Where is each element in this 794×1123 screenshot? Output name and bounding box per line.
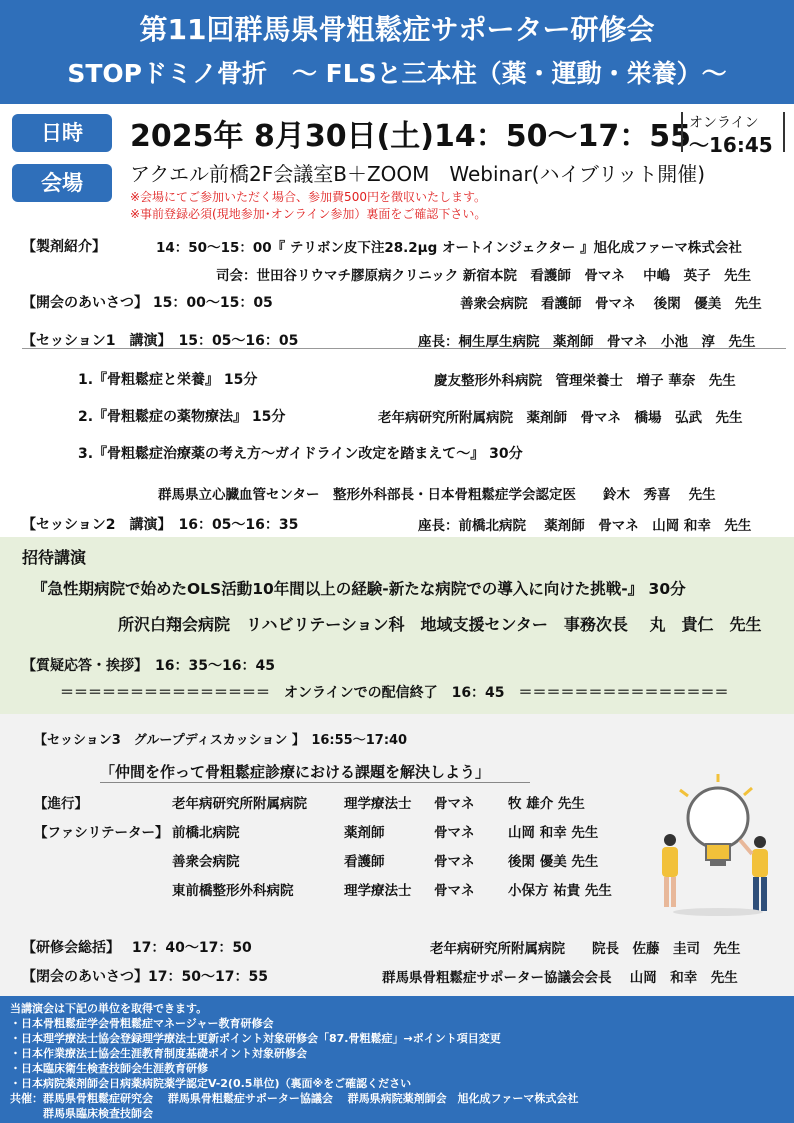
footer-line: 当講演会は下記の単位を取得できます。 xyxy=(10,1002,208,1015)
session3-job-cell: 理学療法士 xyxy=(344,883,412,899)
online-note-line1: オンライン xyxy=(689,115,759,131)
ground-shadow xyxy=(673,908,763,916)
session3-role-cell: 【ファシリテーター】 xyxy=(34,825,169,841)
invited-lecture-speaker: 所沢白翔会病院 リハビリテーション科 地域支援センター 事務次長 丸 貴仁 先生 xyxy=(118,615,762,634)
session3-org-cell: 老年病研究所附属病院 xyxy=(172,796,307,812)
qa-label: 【質疑応答・挨拶】 16：35～16：45 xyxy=(22,658,275,674)
product-intro-text: 14：50～15：00『 テリボン皮下注28.2μg オートインジェクター 』旭化成ファーマ株式会社 xyxy=(156,240,742,256)
footer-line: ・日本病院薬剤師会日病薬病院薬学認定V-2(0.5単位)（裏面※をご確認ください xyxy=(10,1077,412,1090)
session3-job-cell: 看護師 xyxy=(344,854,385,870)
session3-org-cell: 前橋北病院 xyxy=(172,825,240,841)
person-left-icon xyxy=(662,834,678,907)
header-banner xyxy=(0,0,794,104)
date-value: 2025年 8月30日(土)14：50～17：55 xyxy=(130,119,691,154)
footer-credits xyxy=(0,996,794,1123)
summary-speaker: 老年病研究所附属病院 院長 佐藤 圭司 先生 xyxy=(430,941,741,957)
session1-divider xyxy=(22,348,786,349)
session1-chair: 座長：桐生厚生病院 薬剤師 骨マネ 小池 淳 先生 xyxy=(418,334,756,350)
footer-line: ・日本骨粗鬆症学会骨粗鬆症マネージャー教育研修会 xyxy=(10,1017,274,1030)
online-note-bracket xyxy=(681,112,785,157)
page-title: 第11回群馬県骨粗鬆症サポーター研修会 xyxy=(139,13,655,46)
session2-label: 【セッション2 講演】 16：05～16：35 xyxy=(22,517,299,533)
person-right-icon xyxy=(740,836,768,911)
session3-name-cell: 後閑 優美 先生 xyxy=(508,854,599,870)
invited-lecture-title: 『急性期病院で始めたOLS活動10年間以上の経験-新たな病院での導入に向けた挑戦-』 30分 xyxy=(32,580,686,598)
online-end-line: ＝＝＝＝＝＝＝＝＝＝＝＝＝＝＝ オンラインでの配信終了 16：45 ＝＝＝＝＝＝＝＝＝＝＝＝＝＝＝ xyxy=(60,685,729,701)
session3-name-cell: 山岡 和幸 先生 xyxy=(508,825,599,841)
closing-label: 【閉会のあいさつ】17：50～17：55 xyxy=(22,969,268,985)
session3-qual-cell: 骨マネ xyxy=(434,825,475,841)
session3-qual-cell: 骨マネ xyxy=(434,883,475,899)
summary-label: 【研修会総括】 17：40～17：50 xyxy=(22,940,252,956)
venue-label-badge: 会場 xyxy=(12,164,112,202)
online-note-line2: ～16:45 xyxy=(689,133,773,157)
session1-label: 【セッション1 講演】 15：05～16：05 xyxy=(22,333,299,349)
page-subtitle: STOPドミノ骨折 ～ FLSと三本柱（薬・運動・栄養）～ xyxy=(67,59,727,88)
mc-text: 司会：世田谷リウマチ膠原病クリニック 新宿本院 看護師 骨マネ 中嶋 英子 先生 xyxy=(216,268,752,284)
session1-item2-title: 2.『骨粗鬆症の薬物療法』 15分 xyxy=(78,409,286,425)
product-intro-label: 【製剤紹介】 xyxy=(22,239,106,255)
footer-line: 共催：群馬県骨粗鬆症研究会 群馬県骨粗鬆症サポーター協議会 群馬県病院薬剤師会 旭化成ファーマ株式会社 xyxy=(10,1092,579,1105)
footer-line: ・日本臨床衛生検査技師会生涯教育研修 xyxy=(10,1062,208,1075)
date-label-badge: 日時 xyxy=(12,114,112,152)
session1-item1-title: 1.『骨粗鬆症と栄養』 15分 xyxy=(78,372,258,388)
session3-qual-cell: 骨マネ xyxy=(434,854,475,870)
session3-role-cell: 【進行】 xyxy=(34,796,88,812)
session3-qual-cell: 骨マネ xyxy=(434,796,475,812)
opening-label: 【開会のあいさつ】 15：00～15：05 xyxy=(22,295,273,311)
session3-org-cell: 東前橋整形外科病院 xyxy=(172,883,294,899)
lightbulb-people-illustration xyxy=(640,770,780,920)
session1-item1-speaker: 慶友整形外科病院 管理栄養士 増子 華奈 先生 xyxy=(434,373,736,389)
opening-speaker: 善衆会病院 看護師 骨マネ 後閑 優美 先生 xyxy=(460,296,762,312)
session3-job-cell: 薬剤師 xyxy=(344,825,385,841)
session3-name-cell: 牧 雄介 先生 xyxy=(508,796,585,812)
footer-line: ・日本理学療法士協会登録理学療法士更新ポイント対象研修会「87.骨粗鬆症」→ポイント項目変更 xyxy=(10,1032,501,1045)
fee-note: ※会場にてご参加いただく場合、参加費500円を徴収いたします。 xyxy=(130,190,487,204)
lightbulb-icon xyxy=(680,774,752,866)
session3-job-cell: 理学療法士 xyxy=(344,796,412,812)
invited-lecture-label: 招待講演 xyxy=(22,548,87,567)
footer-line: ・日本作業療法士協会生涯教育制度基礎ポイント対象研修会 xyxy=(10,1047,307,1060)
session3-org-cell: 善衆会病院 xyxy=(172,854,240,870)
session3-label: 【セッション3 グループディスカッション 】 16:55～17:40 xyxy=(34,733,408,748)
session3-name-cell: 小保方 祐貴 先生 xyxy=(508,883,612,899)
session1-item2-speaker: 老年病研究所附属病院 薬剤師 骨マネ 橋場 弘武 先生 xyxy=(378,410,743,426)
session3-theme: 「仲間を作って骨粗鬆症診療における課題を解決しよう」 xyxy=(100,763,491,781)
session1-item3-speaker: 群馬県立心臓血管センター 整形外科部長・日本骨粗鬆症学会認定医 鈴木 秀喜 先生 xyxy=(158,487,716,503)
venue-value: アクエル前橋2F会議室B＋ZOOM Webinar(ハイブリット開催) xyxy=(130,162,706,186)
registration-note: ※事前登録必須(現地参加･オンライン参加）裏面をご確認下さい。 xyxy=(130,207,487,221)
session3-theme-underline xyxy=(100,782,530,783)
session2-chair: 座長：前橋北病院 薬剤師 骨マネ 山岡 和幸 先生 xyxy=(418,518,752,534)
footer-line: 群馬県臨床検査技師会 xyxy=(10,1107,153,1120)
session1-item3-title: 3.『骨粗鬆症治療薬の考え方～ガイドライン改定を踏まえて～』 30分 xyxy=(78,446,523,462)
closing-speaker: 群馬県骨粗鬆症サポーター協議会会長 山岡 和幸 先生 xyxy=(382,970,738,986)
